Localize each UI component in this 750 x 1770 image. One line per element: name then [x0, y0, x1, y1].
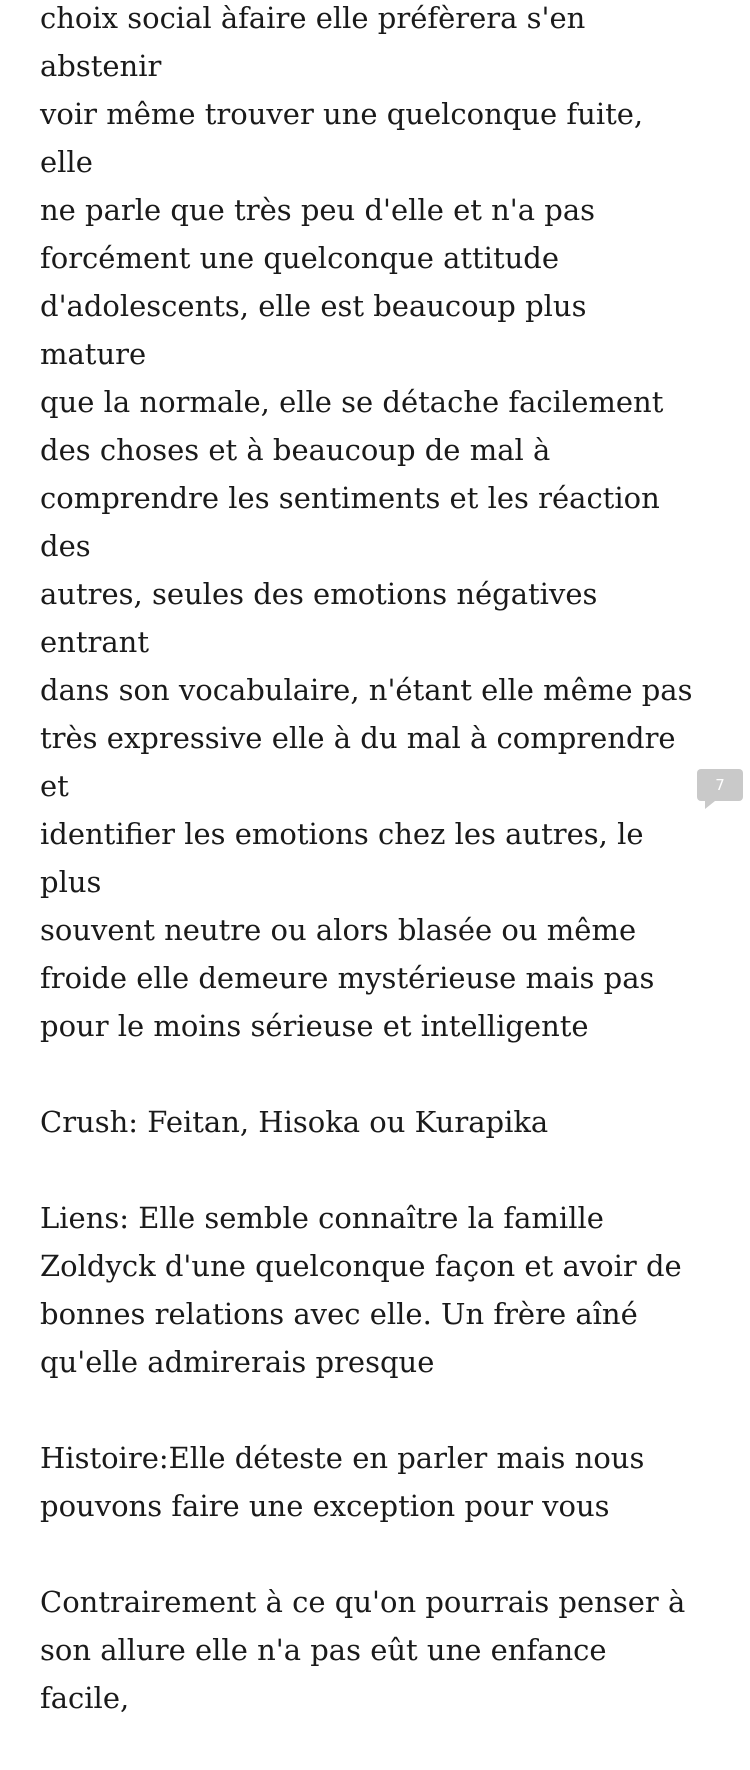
paragraph-contrairement: Contrairement à ce qu'on pourrais penser à son allure elle n'a pas eût une enfance facile,: [40, 1585, 686, 1715]
paragraph-liens: Liens: Elle semble connaître la famille Zoldyck d'une quelconque façon et avoir de bonnes relations avec elle. Un frère aîné qu'elle admirerais presque: [40, 1201, 682, 1379]
speech-bubble-icon: 7: [715, 776, 725, 794]
paragraph-histoire: Histoire:Elle déteste en parler mais nous pouvons faire une exception pour vous: [40, 1441, 645, 1523]
paragraph-description: choix social àfaire elle préfèrera s'en abstenir voir même trouver une quelconque fuite, elle ne parle que très peu d'elle et n'a pas forcément une quelconque attitude d'adolescents, elle est beaucoup plus mature que la normale, elle se détache facilement des choses et à beaucoup de mal à comprendre les sentiments et les réaction des autres, seules des emotions négatives entrant dans son vocabulaire, n'étant elle même pas très expressive elle à du mal à comprendre et identifier les emotions chez les autres, le plus souvent neutre ou alors blasée ou même froide elle demeure mystérieuse mais pas pour le moins sérieuse et intelligente: [40, 1, 693, 1043]
inline-comment-count-button[interactable]: [697, 769, 743, 801]
paragraph-crush: Crush: Feitan, Hisoka ou Kurapika: [40, 1105, 549, 1139]
story-text: [40, 0, 700, 1770]
